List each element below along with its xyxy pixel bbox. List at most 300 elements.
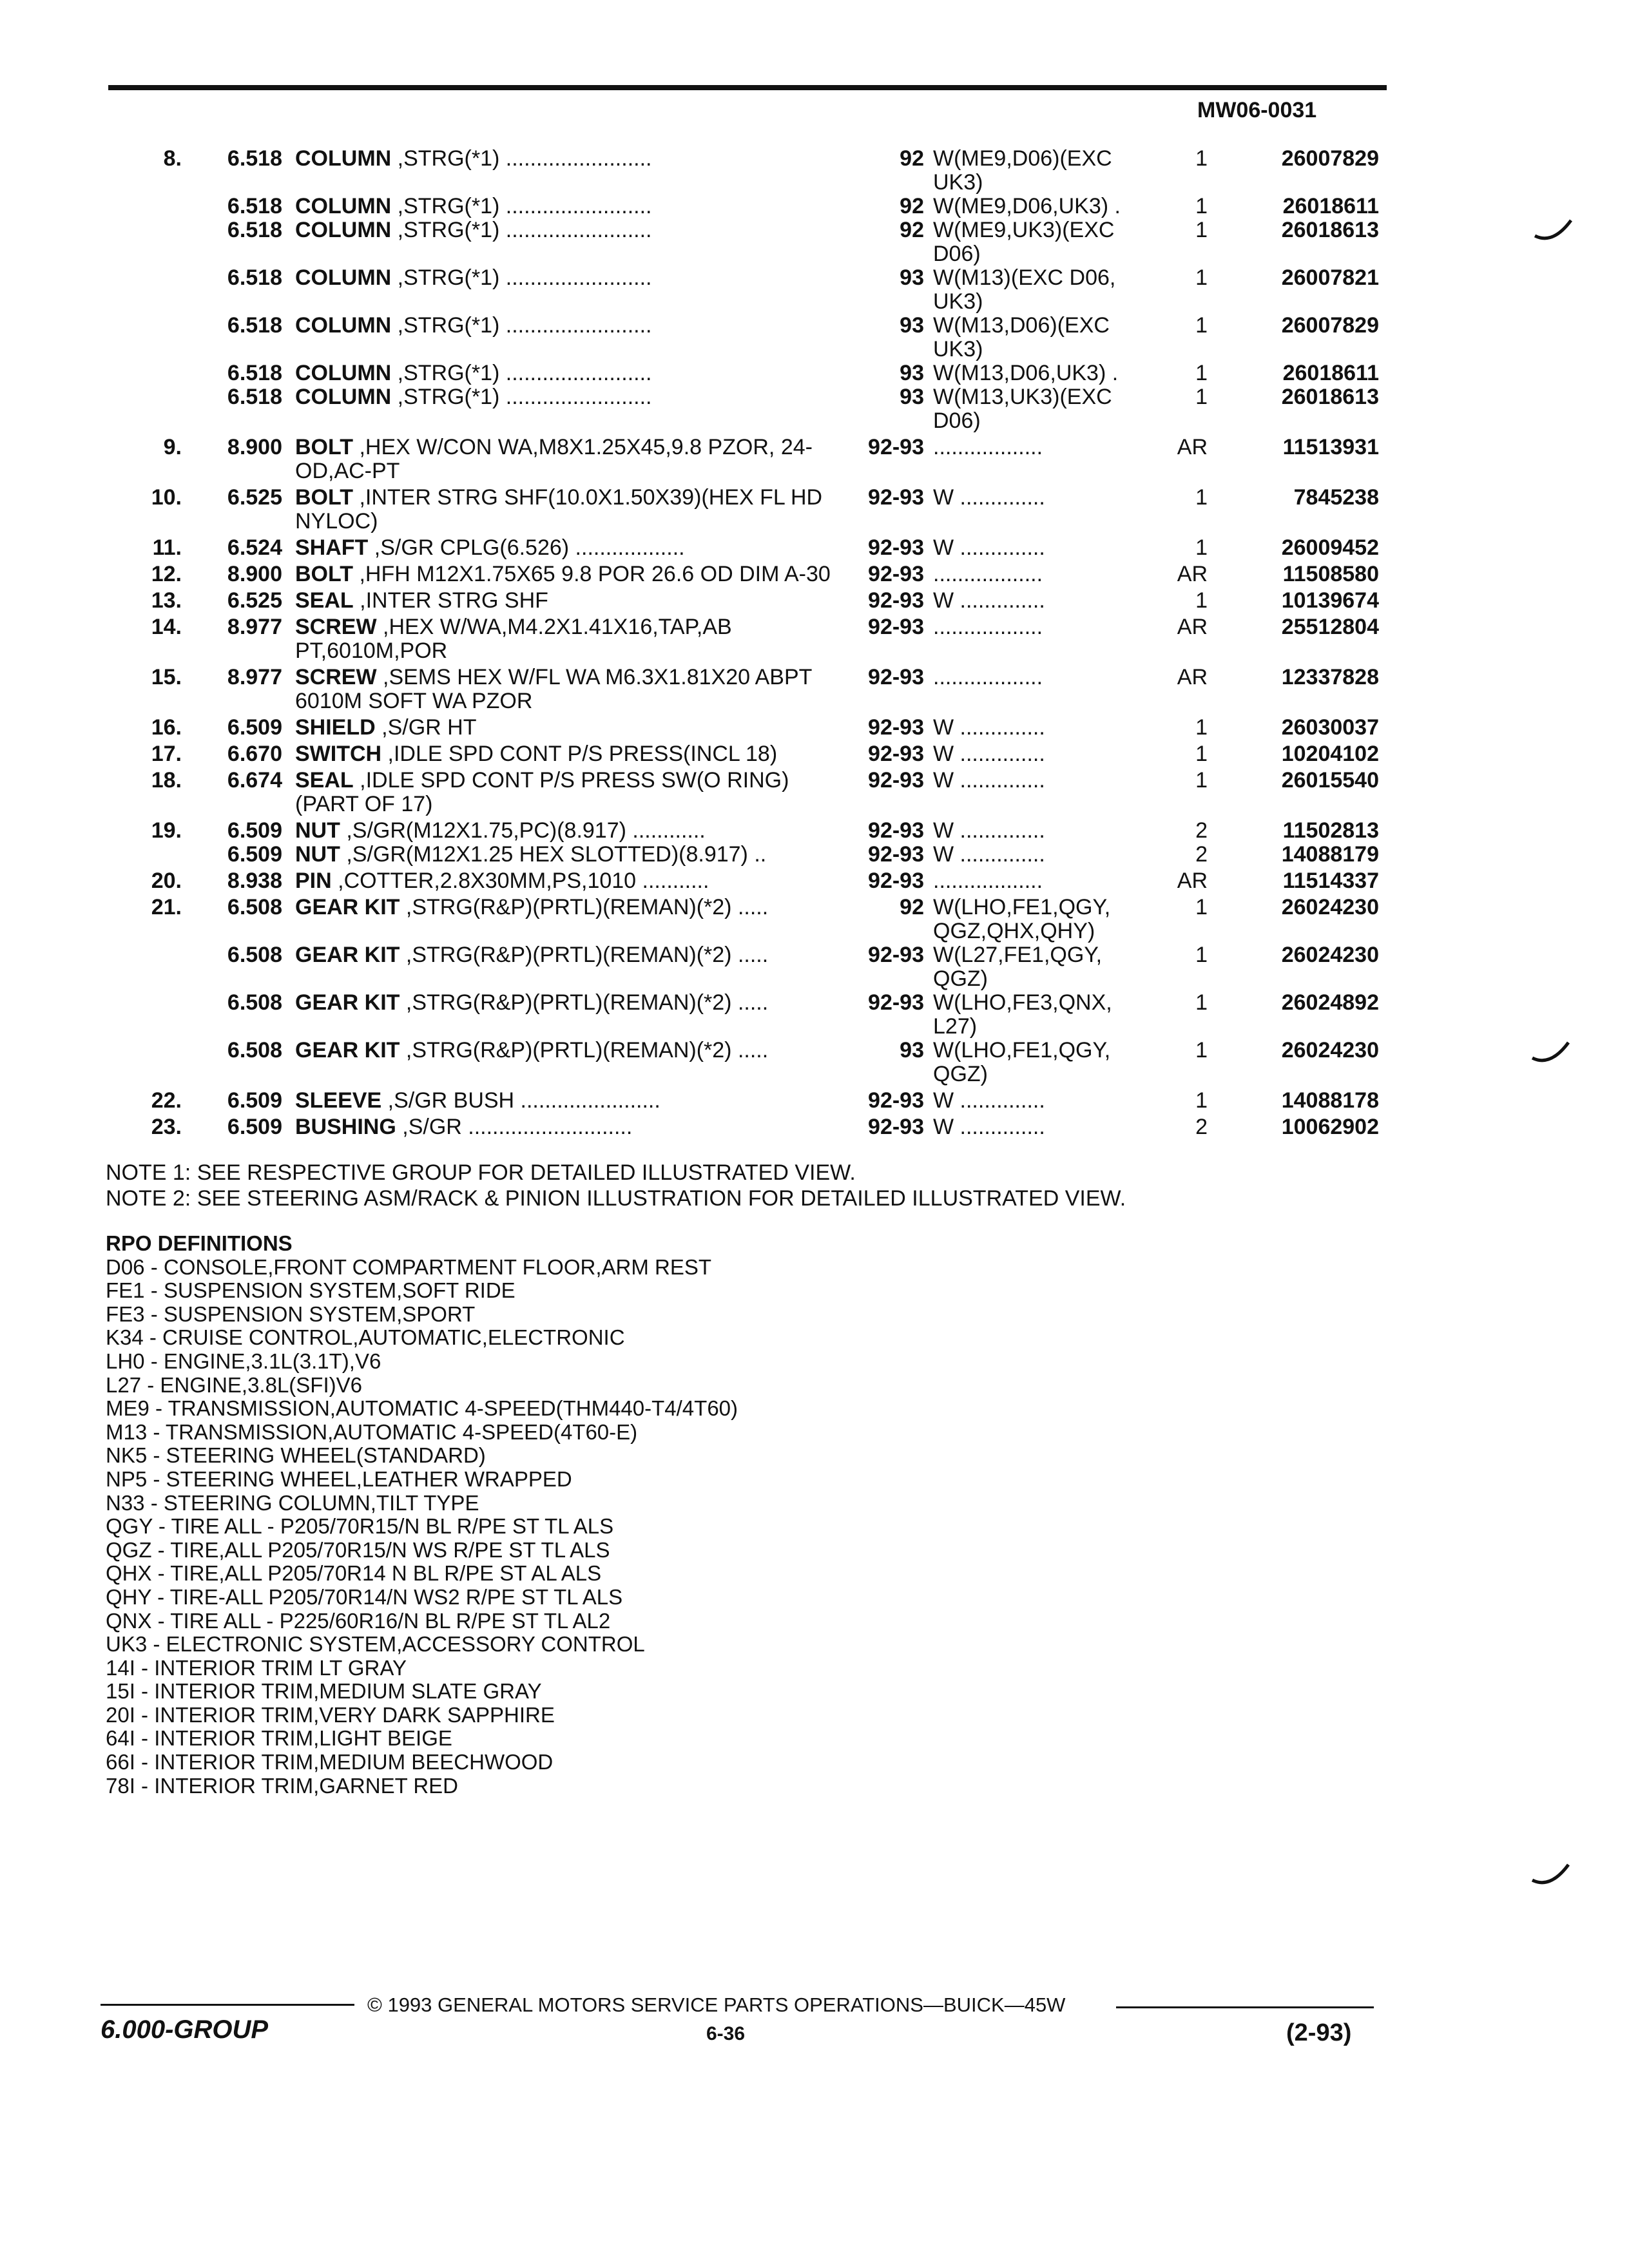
part-description — [295, 893, 849, 943]
usage-code: W .............. — [933, 1088, 1045, 1113]
rpo-item: QHX - TIRE,ALL P205/70R14 N BL R/PE ST AL ALS — [106, 1561, 602, 1586]
rpo-item: UK3 - ELECTRONIC SYSTEM,ACCESSORY CONTROL — [106, 1632, 645, 1657]
parts-table-body — [129, 144, 1379, 1139]
part-name: SLEEVE — [295, 1088, 382, 1113]
part-number: 11513931 — [1282, 435, 1379, 459]
model-years: 92-93 — [868, 485, 924, 510]
quantity: 1 — [1195, 361, 1208, 385]
part-detail: ,HEX W/CON WA,M8X1.25X45,9.8 PZOR, 24-OD,AC-PT — [295, 435, 813, 483]
part-description — [295, 144, 849, 195]
part-detail: ,INTER STRG SHF(10.0X1.50X39)(HEX FL HD NYLOC) — [295, 485, 823, 533]
quantity: 1 — [1195, 768, 1208, 793]
part-description — [295, 663, 849, 713]
rpo-item: 15I - INTERIOR TRIM,MEDIUM SLATE GRAY — [106, 1679, 542, 1704]
model-years: 92-93 — [868, 818, 924, 843]
usage-code: W .............. — [933, 818, 1045, 843]
part-description — [295, 991, 849, 1039]
table-row — [129, 943, 1379, 991]
part-name: BOLT — [295, 562, 354, 586]
part-detail: ,STRG(*1) ........................ — [391, 313, 652, 338]
table-row — [129, 385, 1379, 433]
part-detail: ,HEX W/WA,M4.2X1.41X16,TAP,AB PT,6010M,POR — [295, 615, 732, 663]
part-description — [295, 483, 849, 533]
part-number: 14088179 — [1281, 842, 1379, 867]
item-ref — [129, 991, 191, 1039]
footer-group-label: 6.000-GROUP — [101, 2015, 269, 2044]
item-ref — [129, 385, 191, 433]
usage-code: W .............. — [933, 535, 1045, 560]
part-number: 10204102 — [1281, 742, 1379, 766]
footer-rule-left — [101, 2004, 354, 2006]
part-description — [295, 266, 849, 314]
table-row — [129, 613, 1379, 663]
rpo-list — [106, 1256, 738, 1798]
model-years: 92-93 — [868, 742, 924, 766]
item-ref — [129, 843, 191, 867]
item-ref — [129, 195, 191, 218]
part-name: COLUMN — [295, 361, 392, 385]
group-number: 6.518 — [227, 361, 282, 385]
part-number: 26024230 — [1281, 1038, 1379, 1062]
note-1: NOTE 1: SEE RESPECTIVE GROUP FOR DETAILED ILLUSTRATED VIEW. — [106, 1160, 856, 1185]
model-years: 93 — [900, 361, 924, 385]
model-years: 92 — [900, 194, 924, 218]
table-row — [129, 893, 1379, 943]
model-years: 92 — [900, 218, 924, 242]
usage-code: .................. — [933, 562, 1043, 586]
footer-rule-right — [1116, 2006, 1374, 2008]
rpo-item: M13 - TRANSMISSION,AUTOMATIC 4-SPEED(4T60-E) — [106, 1419, 638, 1444]
rpo-item: D06 - CONSOLE,FRONT COMPARTMENT FLOOR,ARM REST — [106, 1254, 712, 1279]
rpo-item: 20I - INTERIOR TRIM,VERY DARK SAPPHIRE — [106, 1702, 555, 1727]
table-row — [129, 195, 1379, 218]
item-ref: 17. — [151, 742, 182, 766]
item-ref: 10. — [151, 485, 182, 510]
quantity: 1 — [1195, 588, 1208, 613]
part-detail: ,STRG(*1) ........................ — [391, 218, 652, 242]
quantity: 1 — [1195, 385, 1208, 409]
group-number: 6.518 — [227, 194, 282, 218]
group-number: 8.938 — [227, 869, 282, 893]
model-years: 92-93 — [868, 990, 924, 1015]
group-number: 6.509 — [227, 1088, 282, 1113]
part-name: SHAFT — [295, 535, 369, 560]
usage-code: W(ME9,D06)(EXC UK3) — [933, 146, 1112, 195]
quantity: 1 — [1195, 742, 1208, 766]
part-name: SHIELD — [295, 715, 376, 740]
item-ref — [129, 314, 191, 361]
part-description — [295, 713, 849, 740]
group-number: 6.508 — [227, 990, 282, 1015]
notes-block — [106, 1160, 1126, 1211]
part-description — [295, 816, 849, 843]
usage-code: W(M13,UK3)(EXC D06) — [933, 385, 1112, 433]
part-description — [295, 943, 849, 991]
table-row — [129, 361, 1379, 385]
group-number: 6.509 — [227, 842, 282, 867]
model-years: 92-93 — [868, 562, 924, 586]
quantity: 1 — [1195, 218, 1208, 242]
quantity: 1 — [1195, 1088, 1208, 1113]
quantity: 1 — [1195, 265, 1208, 290]
model-years: 92-93 — [868, 588, 924, 613]
model-years: 92 — [900, 895, 924, 919]
item-ref: 20. — [151, 869, 182, 893]
table-row — [129, 218, 1379, 266]
group-number: 6.525 — [227, 485, 282, 510]
table-row — [129, 713, 1379, 740]
group-number: 6.508 — [227, 943, 282, 967]
part-detail: ,STRG(*1) ........................ — [391, 146, 652, 171]
part-number: 26018611 — [1282, 361, 1379, 385]
parts-table — [129, 144, 1379, 1139]
part-detail: ,STRG(R&P)(PRTL)(REMAN)(*2) ..... — [400, 895, 769, 919]
usage-code: W(ME9,D06,UK3) . — [933, 194, 1121, 218]
quantity: 2 — [1195, 818, 1208, 843]
part-number: 11508580 — [1282, 562, 1379, 586]
group-number: 8.977 — [227, 615, 282, 639]
part-number: 26007829 — [1281, 313, 1379, 338]
part-detail: ,STRG(*1) ........................ — [391, 194, 652, 218]
check-mark-icon — [1534, 216, 1572, 242]
group-number: 6.518 — [227, 146, 282, 171]
item-ref: 18. — [151, 768, 182, 793]
usage-code: W .............. — [933, 842, 1045, 867]
table-row — [129, 314, 1379, 361]
group-number: 8.977 — [227, 665, 282, 689]
usage-code: W(LHO,FE1,QGY, QGZ,QHX,QHY) — [933, 895, 1111, 943]
item-ref: 16. — [151, 715, 182, 740]
part-name: NUT — [295, 818, 340, 843]
part-number: 10062902 — [1281, 1115, 1379, 1139]
part-detail: ,IDLE SPD CONT P/S PRESS(INCL 18) — [381, 742, 778, 766]
group-number: 6.509 — [227, 715, 282, 740]
part-description — [295, 560, 849, 586]
part-description — [295, 195, 849, 218]
part-number: 11514337 — [1282, 869, 1379, 893]
part-name: COLUMN — [295, 265, 392, 290]
part-name: SEAL — [295, 768, 354, 793]
part-number: 7845238 — [1293, 485, 1379, 510]
usage-code: W .............. — [933, 768, 1045, 793]
part-description — [295, 740, 849, 766]
part-detail: ,SEMS HEX W/FL WA M6.3X1.81X20 ABPT 6010M SOFT WA PZOR — [295, 665, 812, 713]
part-name: NUT — [295, 842, 340, 867]
rpo-item: 66I - INTERIOR TRIM,MEDIUM BEECHWOOD — [106, 1750, 554, 1774]
part-name: GEAR KIT — [295, 895, 400, 919]
part-number: 26015540 — [1281, 768, 1379, 793]
group-number: 6.674 — [227, 768, 282, 793]
part-name: SEAL — [295, 588, 354, 613]
part-name: COLUMN — [295, 385, 392, 409]
quantity: 1 — [1195, 313, 1208, 338]
quantity: 1 — [1195, 146, 1208, 171]
table-row — [129, 991, 1379, 1039]
part-number: 14088178 — [1281, 1088, 1379, 1113]
group-number: 6.518 — [227, 218, 282, 242]
group-number: 6.509 — [227, 818, 282, 843]
usage-code: W(L27,FE1,QGY, QGZ) — [933, 943, 1103, 991]
footer-copyright: © 1993 GENERAL MOTORS SERVICE PARTS OPERATIONS—BUICK—45W — [367, 1994, 1066, 2016]
part-detail: ,S/GR HT — [375, 715, 477, 740]
rpo-item: K34 - CRUISE CONTROL,AUTOMATIC,ELECTRONIC — [106, 1325, 625, 1350]
part-name: PIN — [295, 869, 332, 893]
top-rule — [108, 85, 1387, 90]
table-row — [129, 816, 1379, 843]
part-detail: ,STRG(*1) ........................ — [391, 265, 652, 290]
part-number: 26024230 — [1281, 895, 1379, 919]
item-ref: 22. — [151, 1088, 182, 1113]
part-number: 25512804 — [1281, 615, 1379, 639]
part-detail: ,S/GR(M12X1.25 HEX SLOTTED)(8.917) .. — [340, 842, 767, 867]
model-years: 93 — [900, 313, 924, 338]
model-years: 93 — [900, 265, 924, 290]
item-ref: 13. — [151, 588, 182, 613]
table-row — [129, 483, 1379, 533]
part-number: 26007829 — [1281, 146, 1379, 171]
part-description — [295, 1113, 849, 1139]
rpo-item: LH0 - ENGINE,3.1L(3.1T),V6 — [106, 1349, 381, 1373]
table-row — [129, 586, 1379, 613]
model-years: 92-93 — [868, 869, 924, 893]
quantity: 1 — [1195, 535, 1208, 560]
check-mark-icon — [1531, 1039, 1570, 1064]
item-ref: 19. — [151, 818, 182, 843]
part-name: BOLT — [295, 485, 354, 510]
part-number: 10139674 — [1281, 588, 1379, 613]
model-years: 92-93 — [868, 768, 924, 793]
part-detail: ,S/GR(M12X1.75,PC)(8.917) ............ — [340, 818, 706, 843]
rpo-item: NK5 - STEERING WHEEL(STANDARD) — [106, 1443, 486, 1468]
part-number: 11502813 — [1282, 818, 1379, 843]
part-detail: ,IDLE SPD CONT P/S PRESS SW(O RING) (PART OF 17) — [295, 768, 789, 816]
page-number: 6-36 — [706, 2023, 746, 2044]
part-description — [295, 533, 849, 560]
footer-date: (2-93) — [1286, 2019, 1352, 2046]
part-description — [295, 361, 849, 385]
usage-code: .................. — [933, 665, 1043, 689]
part-description — [295, 613, 849, 663]
item-ref: 14. — [151, 615, 182, 639]
part-description — [295, 433, 849, 483]
item-ref: 23. — [151, 1115, 182, 1139]
note-2: NOTE 2: SEE STEERING ASM/RACK & PINION ILLUSTRATION FOR DETAILED ILLUSTRATED VIEW. — [106, 1186, 1126, 1211]
table-row — [129, 1113, 1379, 1139]
table-row — [129, 843, 1379, 867]
group-number: 8.900 — [227, 435, 282, 459]
group-number: 6.518 — [227, 313, 282, 338]
table-row — [129, 144, 1379, 195]
group-number: 6.518 — [227, 385, 282, 409]
part-detail: ,STRG(*1) ........................ — [391, 385, 652, 409]
rpo-item: ME9 - TRANSMISSION,AUTOMATIC 4-SPEED(THM440-T4/4T60) — [106, 1396, 738, 1421]
model-years: 92-93 — [868, 943, 924, 967]
part-name: COLUMN — [295, 218, 392, 242]
model-years: 93 — [900, 385, 924, 409]
model-years: 92-93 — [868, 535, 924, 560]
part-name: SCREW — [295, 615, 377, 639]
model-years: 92-93 — [868, 665, 924, 689]
rpo-item: QGY - TIRE ALL - P205/70R15/N BL R/PE ST TL ALS — [106, 1514, 614, 1539]
part-description — [295, 766, 849, 816]
quantity: AR — [1177, 665, 1208, 689]
part-number: 26018611 — [1282, 194, 1379, 218]
part-number: 26007821 — [1281, 265, 1379, 290]
model-years: 92-93 — [868, 842, 924, 867]
part-number: 26024892 — [1281, 990, 1379, 1015]
group-number: 6.508 — [227, 895, 282, 919]
document-id: MW06-0031 — [1197, 98, 1317, 122]
model-years: 92-93 — [868, 615, 924, 639]
item-ref: 12. — [151, 562, 182, 586]
item-ref — [129, 943, 191, 991]
group-number: 6.508 — [227, 1038, 282, 1062]
usage-code: W(LHO,FE1,QGY, QGZ) — [933, 1038, 1111, 1086]
table-row — [129, 266, 1379, 314]
usage-code: .................. — [933, 869, 1043, 893]
usage-code: W(M13,D06)(EXC UK3) — [933, 313, 1110, 361]
part-description — [295, 1039, 849, 1086]
item-ref — [129, 1039, 191, 1086]
item-ref — [129, 266, 191, 314]
usage-code: W .............. — [933, 715, 1045, 740]
quantity: 2 — [1195, 842, 1208, 867]
rpo-item: 64I - INTERIOR TRIM,LIGHT BEIGE — [106, 1726, 452, 1751]
part-name: GEAR KIT — [295, 943, 400, 967]
table-row — [129, 867, 1379, 893]
part-number: 12337828 — [1281, 665, 1379, 689]
part-number: 26030037 — [1281, 715, 1379, 740]
quantity: 1 — [1195, 485, 1208, 510]
part-description — [295, 867, 849, 893]
part-detail: ,COTTER,2.8X30MM,PS,1010 ........... — [331, 869, 709, 893]
rpo-item: 14I - INTERIOR TRIM LT GRAY — [106, 1655, 407, 1680]
part-description — [295, 314, 849, 361]
usage-code: W(M13,D06,UK3) . — [933, 361, 1119, 385]
item-ref: 15. — [151, 665, 182, 689]
part-name: BOLT — [295, 435, 354, 459]
group-number: 6.509 — [227, 1115, 282, 1139]
quantity: 2 — [1195, 1115, 1208, 1139]
table-row — [129, 1086, 1379, 1113]
part-name: GEAR KIT — [295, 1038, 400, 1062]
table-row — [129, 560, 1379, 586]
item-ref: 21. — [151, 895, 182, 919]
part-name: BUSHING — [295, 1115, 396, 1139]
item-ref: 9. — [163, 435, 182, 459]
group-number: 6.525 — [227, 588, 282, 613]
item-ref — [129, 218, 191, 266]
part-detail: ,S/GR ........................... — [396, 1115, 633, 1139]
model-years: 92 — [900, 146, 924, 171]
quantity: 1 — [1195, 715, 1208, 740]
part-detail: ,S/GR BUSH ....................... — [381, 1088, 660, 1113]
part-description — [295, 843, 849, 867]
table-row — [129, 663, 1379, 713]
model-years: 92-93 — [868, 1088, 924, 1113]
usage-code: W .............. — [933, 742, 1045, 766]
usage-code: .................. — [933, 615, 1043, 639]
rpo-item: QHY - TIRE-ALL P205/70R14/N WS2 R/PE ST TL ALS — [106, 1584, 623, 1609]
part-detail: ,STRG(R&P)(PRTL)(REMAN)(*2) ..... — [400, 990, 769, 1015]
part-number: 26018613 — [1281, 385, 1379, 409]
usage-code: W(LHO,FE3,QNX, L27) — [933, 990, 1112, 1039]
rpo-item: L27 - ENGINE,3.8L(SFI)V6 — [106, 1372, 362, 1397]
part-name: SWITCH — [295, 742, 382, 766]
rpo-item: QGZ - TIRE,ALL P205/70R15/N WS R/PE ST TL ALS — [106, 1537, 610, 1562]
rpo-item: FE1 - SUSPENSION SYSTEM,SOFT RIDE — [106, 1278, 516, 1303]
part-name: SCREW — [295, 665, 377, 689]
table-row — [129, 766, 1379, 816]
group-number: 6.524 — [227, 535, 282, 560]
group-number: 6.670 — [227, 742, 282, 766]
usage-code: .................. — [933, 435, 1043, 459]
part-detail: ,HFH M12X1.75X65 9.8 POR 26.6 OD DIM A-30 — [353, 562, 831, 586]
part-description — [295, 586, 849, 613]
quantity: AR — [1177, 435, 1208, 459]
quantity: AR — [1177, 562, 1208, 586]
quantity: AR — [1177, 615, 1208, 639]
usage-code: W .............. — [933, 588, 1045, 613]
rpo-item: FE3 - SUSPENSION SYSTEM,SPORT — [106, 1302, 476, 1326]
part-detail: ,STRG(*1) ........................ — [391, 361, 652, 385]
part-name: COLUMN — [295, 194, 392, 218]
model-years: 93 — [900, 1038, 924, 1062]
rpo-item: NP5 - STEERING WHEEL,LEATHER WRAPPED — [106, 1466, 572, 1491]
part-description — [295, 385, 849, 433]
part-description — [295, 218, 849, 266]
quantity: 1 — [1195, 194, 1208, 218]
rpo-definitions — [106, 1232, 738, 1798]
item-ref: 11. — [152, 535, 182, 560]
rpo-title: RPO DEFINITIONS — [106, 1231, 293, 1255]
rpo-item: 78I - INTERIOR TRIM,GARNET RED — [106, 1773, 459, 1798]
part-number: 26009452 — [1281, 535, 1379, 560]
model-years: 92-93 — [868, 1115, 924, 1139]
quantity: AR — [1177, 869, 1208, 893]
item-ref: 8. — [163, 146, 182, 171]
part-detail: ,STRG(R&P)(PRTL)(REMAN)(*2) ..... — [400, 943, 769, 967]
part-number: 26024230 — [1281, 943, 1379, 967]
rpo-item: N33 - STEERING COLUMN,TILT TYPE — [106, 1490, 479, 1515]
group-number: 6.518 — [227, 265, 282, 290]
part-name: GEAR KIT — [295, 990, 400, 1015]
part-number: 26018613 — [1281, 218, 1379, 242]
quantity: 1 — [1195, 943, 1208, 967]
table-row — [129, 533, 1379, 560]
part-name: COLUMN — [295, 146, 392, 171]
usage-code: W .............. — [933, 1115, 1045, 1139]
rpo-item: QNX - TIRE ALL - P225/60R16/N BL R/PE ST TL AL2 — [106, 1608, 611, 1633]
part-name: COLUMN — [295, 313, 392, 338]
check-mark-icon — [1531, 1861, 1570, 1887]
table-row — [129, 740, 1379, 766]
usage-code: W .............. — [933, 485, 1045, 510]
part-detail: ,S/GR CPLG(6.526) .................. — [368, 535, 685, 560]
model-years: 92-93 — [868, 715, 924, 740]
table-row — [129, 433, 1379, 483]
model-years: 92-93 — [868, 435, 924, 459]
part-detail: ,INTER STRG SHF — [353, 588, 548, 613]
table-row — [129, 1039, 1379, 1086]
part-detail: ,STRG(R&P)(PRTL)(REMAN)(*2) ..... — [400, 1038, 769, 1062]
quantity: 1 — [1195, 990, 1208, 1015]
quantity: 1 — [1195, 1038, 1208, 1062]
group-number: 8.900 — [227, 562, 282, 586]
usage-code: W(ME9,UK3)(EXC D06) — [933, 218, 1115, 266]
part-description — [295, 1086, 849, 1113]
usage-code: W(M13)(EXC D06, UK3) — [933, 265, 1116, 314]
